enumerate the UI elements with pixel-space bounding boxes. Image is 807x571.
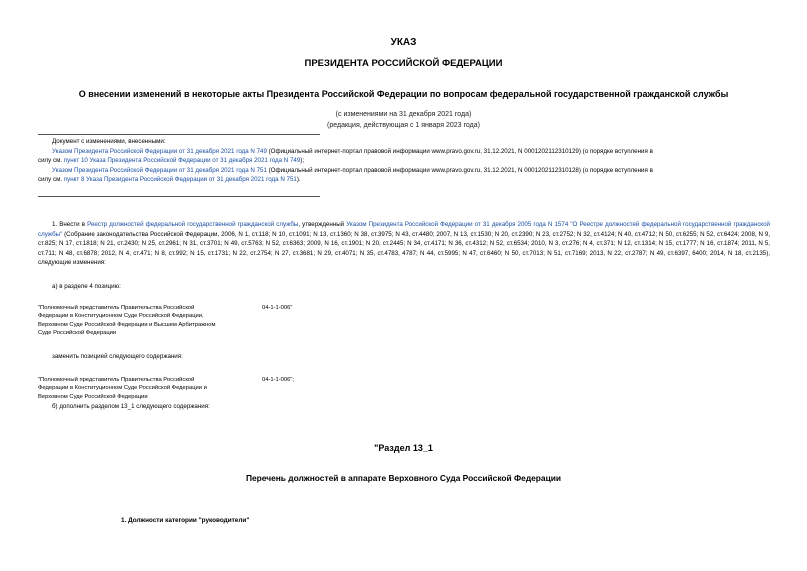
top-rule xyxy=(38,134,320,135)
replace-instruction: заменить позицией следующего содержания: xyxy=(52,353,183,360)
subparagraph-a: а) в разделе 4 позицию: xyxy=(52,283,121,290)
change-item-1-line2: силу см. пункт 10 Указа Президента Российской Федерации от 31 декабря 2021 года N 749); xyxy=(38,157,305,165)
edition-note: (редакция, действующая с 1 января 2023 года) xyxy=(327,122,480,129)
bottom-rule xyxy=(38,196,320,197)
document-subject: О внесении изменений в некоторые акты Президента Российской Федерации по вопросам федеральной государственной гражданской службы xyxy=(78,89,729,99)
change-link-749[interactable]: Указом Президента Российской Федерации от 31 декабря 2021 года N 749 xyxy=(52,147,267,155)
change-link-751-clause8[interactable]: пункт 8 Указа Президента Российской Федерации от 31 декабря 2021 года N 751 xyxy=(63,176,297,184)
registry-link[interactable]: Реестр должностей федеральной государственной гражданской службы xyxy=(87,221,299,228)
old-position-code: 04-1-1-006" xyxy=(262,305,293,311)
document-issuer: ПРЕЗИДЕНТА РОССИЙСКОЙ ФЕДЕРАЦИИ xyxy=(304,58,503,69)
decree-1574-link[interactable]: Указом Президента Российской Федерации от 31 декабря 2005 года N 1574 "О Реестре должностей федеральной государственной гражданской службы" xyxy=(38,221,770,238)
document-type-title: УКАЗ xyxy=(390,37,417,48)
amended-note: (с изменениями на 31 декабря 2021 года) xyxy=(335,111,472,118)
change-link-749-clause10[interactable]: пункт 10 Указа Президента Российской Федерации от 31 декабря 2021 года N 749 xyxy=(63,157,301,165)
category-heading: 1. Должности категории "руководители" xyxy=(121,517,250,524)
paragraph-1: 1. Внести в Реестр должностей федеральной государственной гражданской службы, утвержденный Указом Президента Российской Федерации от 31 декабря 2005 года N 1574 "О Реестре должностей федеральной государственной гражданской службы" (Собрание законодательства Российской Федерации, 2006, N 1, ст.118; N 10, ст.1091; N 13, ст.1360; N 38, ст.3975; N 43, ст.4480; 2007, N 13, ст.1530; N 20, ст.2390; N 23, ст.2752; N 32, ст.4124; N 40, ст.4712; N 50, ст.6255; N 52, ст.6424; 2008, N 9, ст.825; N 17, ст.1818; N 21, ст.2430; N 25, ст.2961; N 31, ст.3701; N 49, ст.5763; N 52, ст.6363; 2009, N 16, ст.1901; N 20, ст.2445; N 34, ст.4171; N 36, ст.4312; N 52, ст.6534; 2010, N 3, ст.276; N 4, ст.371; N 12, ст.1314; N 15, ст.1777; N 16, ст.1874; 2011, N 5, ст.711; N 48, ст.6878; 2012, N 4, ст.471; N 8, ст.992; N 15, ст.1731; N 22, ст.2754; N 27, ст.3681; N 29, ст.4071; N 35, ст.4783, 4787; N 44, ст.5995; N 47, ст.6460; N 50, ст.7013; N 51, ст.7169; 2013, N 22, ст.2787; N 49, ст.6397, 6400; 2014, N 18, ст.2135), следующие изменения: xyxy=(38,221,770,267)
changes-block xyxy=(38,137,770,185)
section-heading: Перечень должностей в аппарате Верховного Суда Российской Федерации xyxy=(245,473,562,483)
new-position-code: 04-1-1-006"; xyxy=(262,377,295,383)
section-title: "Раздел 13_1 xyxy=(374,443,433,453)
change-item-1-line1: Указом Президента Российской Федерации от 31 декабря 2021 года N 749 (Официальный интернет-портал правовой информации www.pravo.gov.ru, 31.12.2021, N 0001202112310129) (о порядке вступления в xyxy=(52,147,653,155)
new-position-title: "Полномочный представитель Правительства Российской Федерации в Конституционном Суде Российской Федерации и Верховном Суде Российской Федерации xyxy=(38,377,207,400)
change-link-751[interactable]: Указом Президента Российской Федерации от 31 декабря 2021 года N 751 xyxy=(52,166,267,174)
changes-intro: Документ с изменениями, внесенными: xyxy=(52,138,166,145)
old-position-title: "Полномочный представитель Правительства Российской Федерации в Конституционном Суде Российской Федерации, Верховном Суде Российской Федерации и Высшем Арбитражном Суде Российской Федерации xyxy=(38,305,216,337)
change-item-2-line1: Указом Президента Российской Федерации от 31 декабря 2021 года N 751 (Официальный интернет-портал правовой информации www.pravo.gov.ru, 31.12.2021, N 0001202112310128) (о порядке вступления в xyxy=(52,166,653,174)
subparagraph-b: б) дополнить разделом 13_1 следующего содержания: xyxy=(52,403,210,410)
change-item-2-line2: силу см. пункт 8 Указа Президента Российской Федерации от 31 декабря 2021 года N 751). xyxy=(38,176,301,184)
